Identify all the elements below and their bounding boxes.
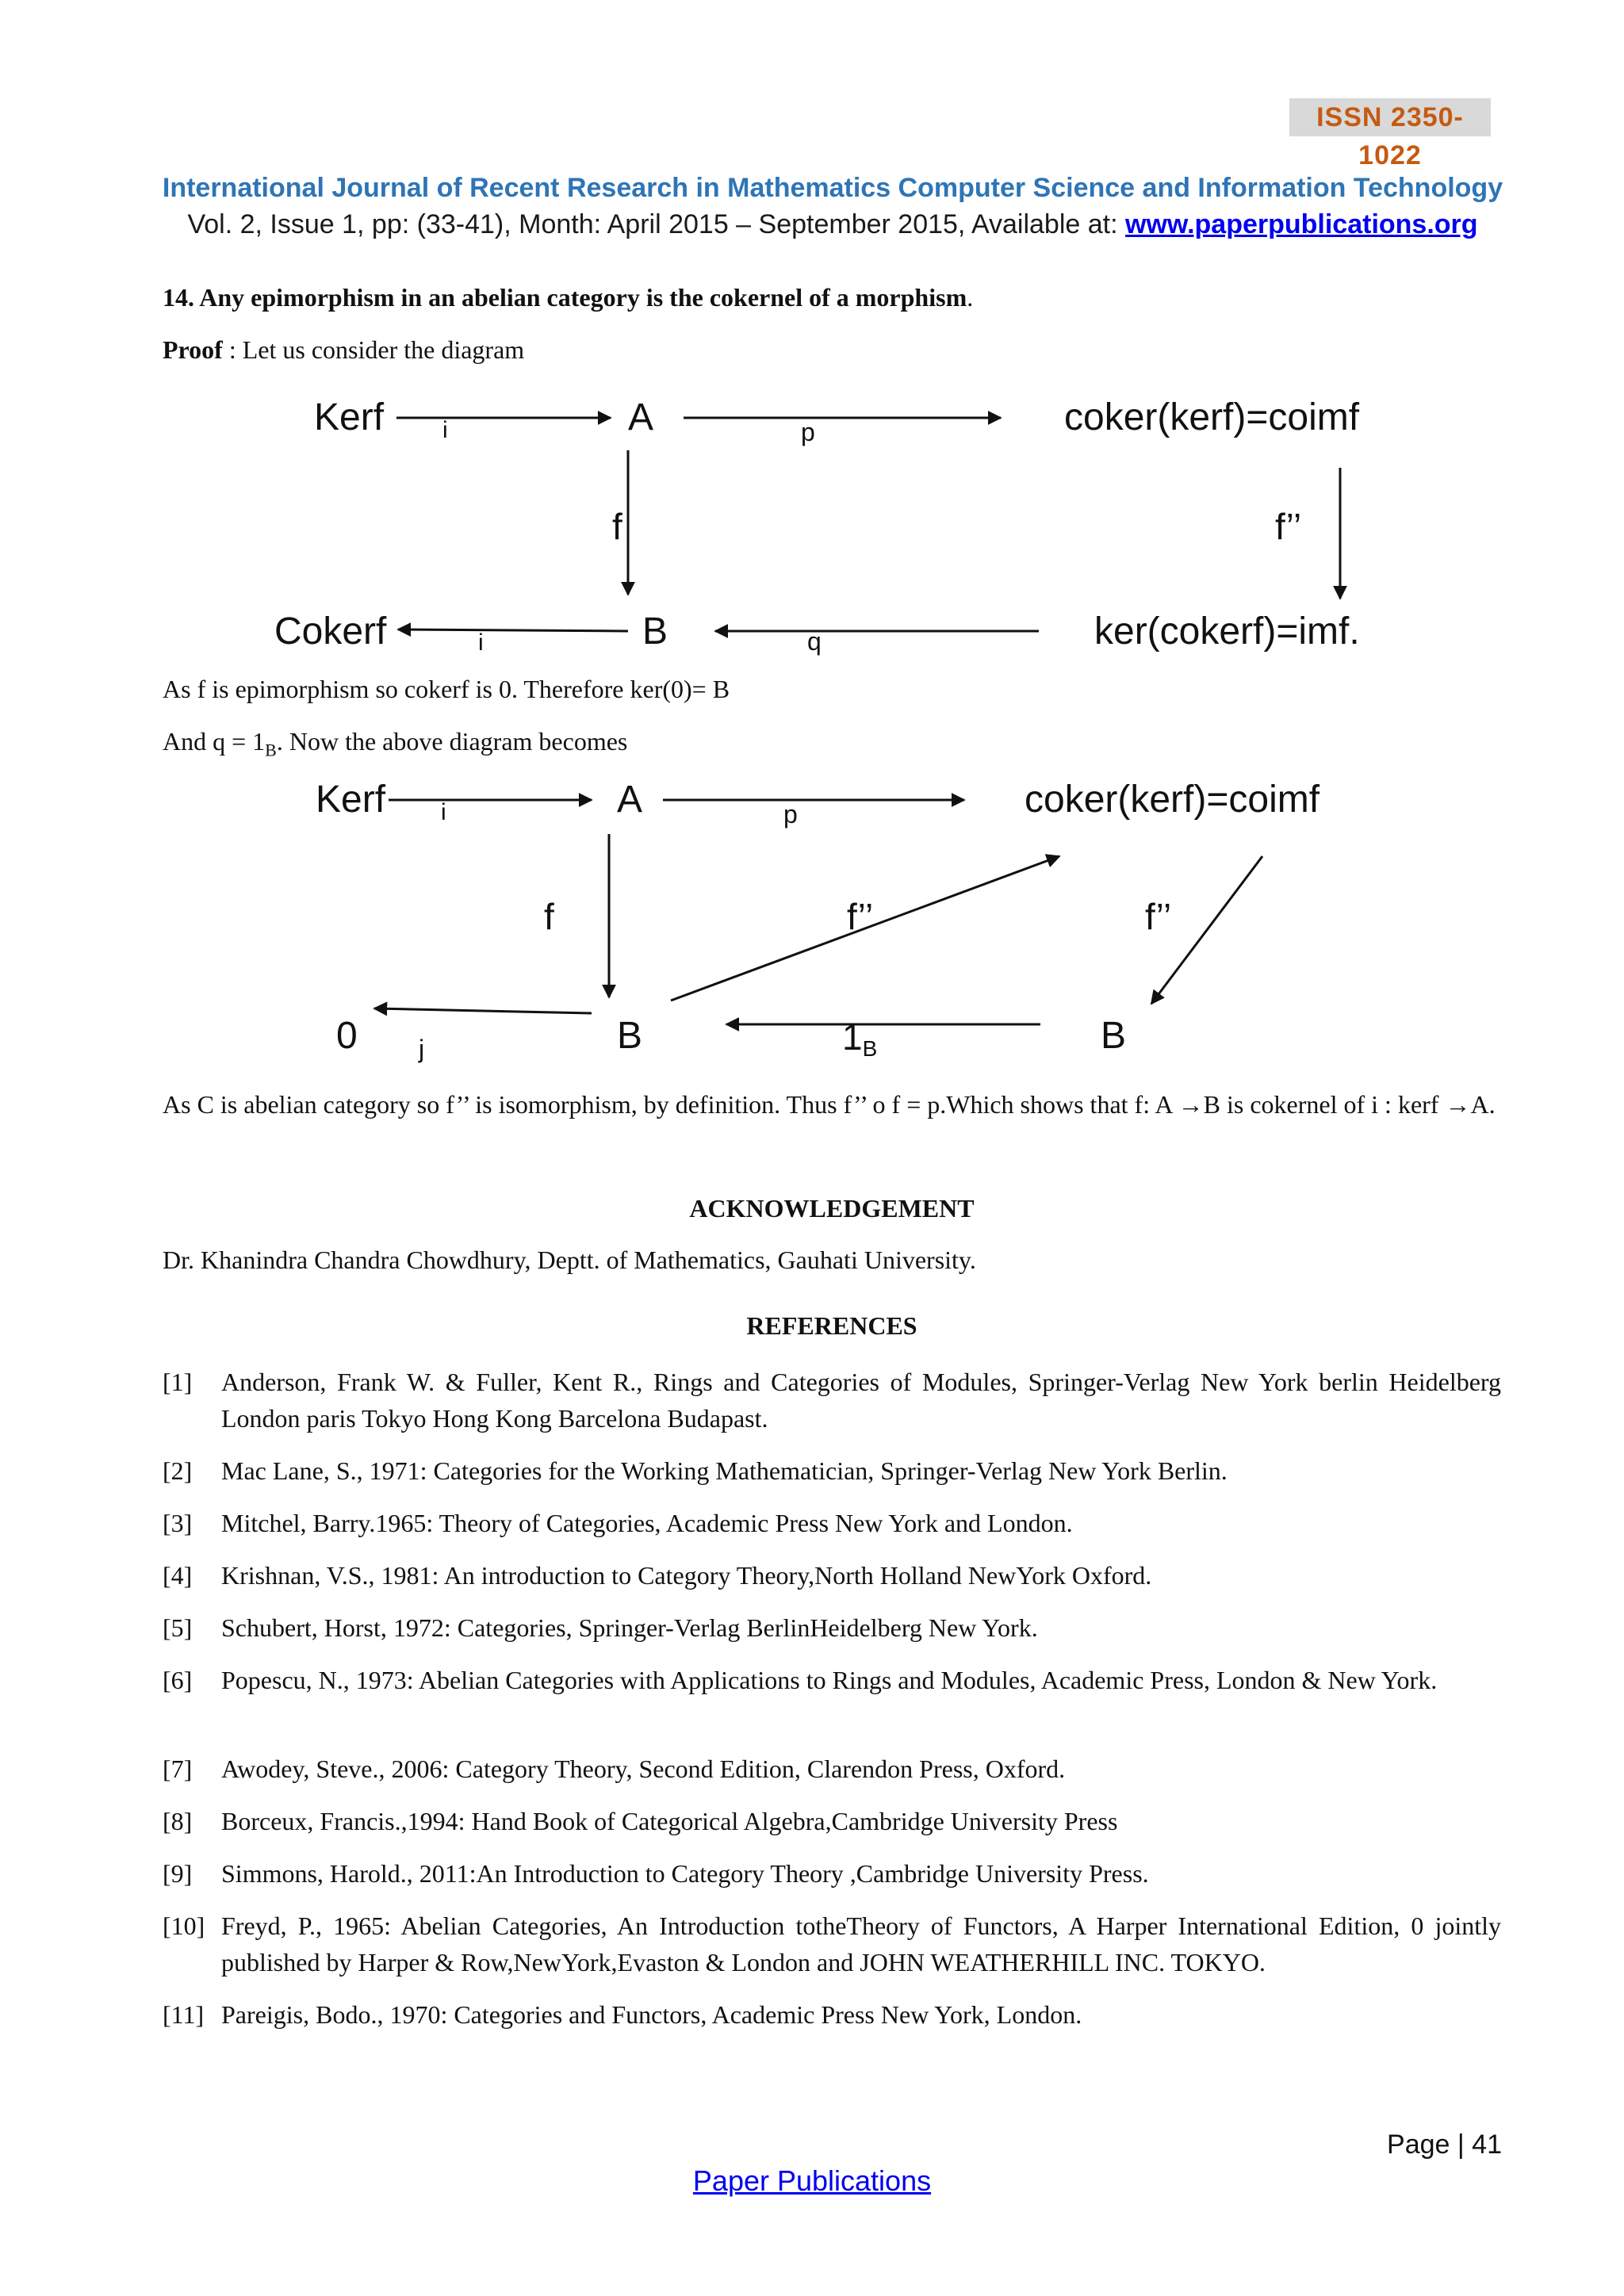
node-b-2: B — [617, 1015, 643, 1057]
theorem-statement: 14. Any epimorphism in an abelian category is the cokernel of a morphism. — [163, 283, 974, 312]
reference-item: [4] Krishnan, V.S., 1981: An introduction to Category Theory,North Holland NewYork Oxford. — [163, 1561, 1152, 1590]
node-b: B — [642, 610, 668, 652]
reference-item: [11] Pareigis, Bodo., 1970: Categories and Functors, Academic Press New York, London. — [163, 2000, 1082, 2029]
proof-line-1: As f is epimorphism so cokerf is 0. Therefore ker(0)= B — [163, 675, 730, 703]
page-number: Page | 41 — [1387, 2130, 1502, 2160]
theorem-text: Any epimorphism in an abelian category is the cokernel of a morphism — [199, 283, 967, 312]
reference-item: [6] Popescu, N., 1973: Abelian Categories with Applications to Rings and Modules, Academic Press, London & New York. — [163, 1666, 1438, 1694]
issn-badge: ISSN 2350-1022 — [1289, 98, 1491, 136]
proof-line-2: And $q = 1_B$. Now the above diagram becomes — [163, 727, 628, 760]
node-cokerf: Cokerf — [274, 610, 387, 652]
label-identity: 1B — [842, 1016, 878, 1061]
volume-text: Vol. 2, Issue 1, pp: (33-41), Month: April 2015 – September 2015, Available at: — [187, 209, 1125, 239]
reference-item: [9] Simmons, Harold., 2011:An Introduction to Category Theory ,Cambridge University Press. — [163, 1859, 1149, 1888]
label-f2-diagonal: f’’ — [847, 896, 874, 937]
node-a-2: A — [617, 779, 643, 821]
reference-item: [10] Freyd, P., 1965: Abelian Categories, An Introduction totheTheory of Functors, A Harper International Edition, 0 jointly published by Harper & Row,NewYork,Evaston & London and JOHN WEATHERHILL INC. TOKYO. — [163, 1911, 1501, 1976]
commutative-diagram-2 — [0, 769, 1624, 1070]
node-kerf: Kerf — [314, 396, 385, 438]
node-a: A — [628, 396, 654, 438]
node-zero: 0 — [336, 1015, 358, 1057]
website-link[interactable]: www.paperpublications.org — [1125, 209, 1478, 239]
references-heading: REFERENCES — [746, 1311, 917, 1340]
reference-item: [7] Awodey, Steve., 2006: Category Theory, Second Edition, Clarendon Press, Oxford. — [163, 1755, 1066, 1783]
reference-item: [1] Anderson, Frank W. & Fuller, Kent R., Rings and Categories of Modules, Springer-Verlag New York berlin Heidelberg London paris Tokyo Hong Kong Barcelona Budapast. — [163, 1368, 1501, 1433]
label-f-2: f — [544, 896, 554, 937]
label-p: p — [801, 418, 815, 446]
publisher-link[interactable]: Paper Publications — [692, 2164, 932, 2197]
label-i-top: i — [442, 417, 448, 443]
acknowledgement-text: Dr. Khanindra Chandra Chowdhury, Deptt. of Mathematics, Gauhati University. — [163, 1246, 976, 1274]
label-j: j — [419, 1035, 425, 1063]
node-ker: ker(cokerf)=imf. — [1094, 610, 1360, 652]
reference-item: [3] Mitchel, Barry.1965: Theory of Categories, Academic Press New York and London. — [163, 1509, 1073, 1537]
reference-item: [5] Schubert, Horst, 1972: Categories, Springer-Verlag BerlinHeidelberg New York. — [163, 1613, 1038, 1642]
node-coker: coker(kerf)=coimf — [1064, 396, 1360, 438]
journal-volume-line — [79, 209, 1586, 240]
proof-label: Proof — [163, 335, 223, 364]
label-f2: f’’ — [1275, 506, 1302, 547]
reference-item: [2] Mac Lane, S., 1971: Categories for the Working Mathematician, Springer-Verlag New York Berlin. — [163, 1456, 1228, 1485]
journal-title: International Journal of Recent Research in Mathematics Computer Science and Information Technology — [162, 173, 1503, 203]
commutative-diagram-1 — [0, 381, 1624, 666]
arrow-j — [374, 1008, 592, 1013]
node-coker-2: coker(kerf)=coimf — [1025, 779, 1320, 821]
label-f: f — [612, 506, 622, 547]
theorem-number: 14 — [163, 283, 188, 312]
reference-item: [8] Borceux, Francis.,1994: Hand Book of Categorical Algebra,Cambridge University Press — [163, 1807, 1118, 1835]
arrow-i-bottom — [398, 629, 628, 631]
proof-conclusion: As C is abelian category so f’’ is isomorphism, by definition. Thus f’’ o f = p.Which shows that f: A →B is cokernel of i : kerf →A. — [163, 1090, 1496, 1119]
label-i-top-2: i — [441, 799, 446, 825]
label-f2-right: f’’ — [1145, 896, 1172, 937]
label-q: q — [807, 627, 822, 656]
label-i-bottom: i — [478, 629, 484, 656]
label-p-2: p — [783, 800, 798, 828]
acknowledgement-heading: ACKNOWLEDGEMENT — [689, 1194, 975, 1223]
node-b-right: B — [1101, 1015, 1127, 1057]
node-kerf-2: Kerf — [316, 779, 386, 821]
proof-intro: Proof : Let us consider the diagram — [163, 335, 525, 364]
